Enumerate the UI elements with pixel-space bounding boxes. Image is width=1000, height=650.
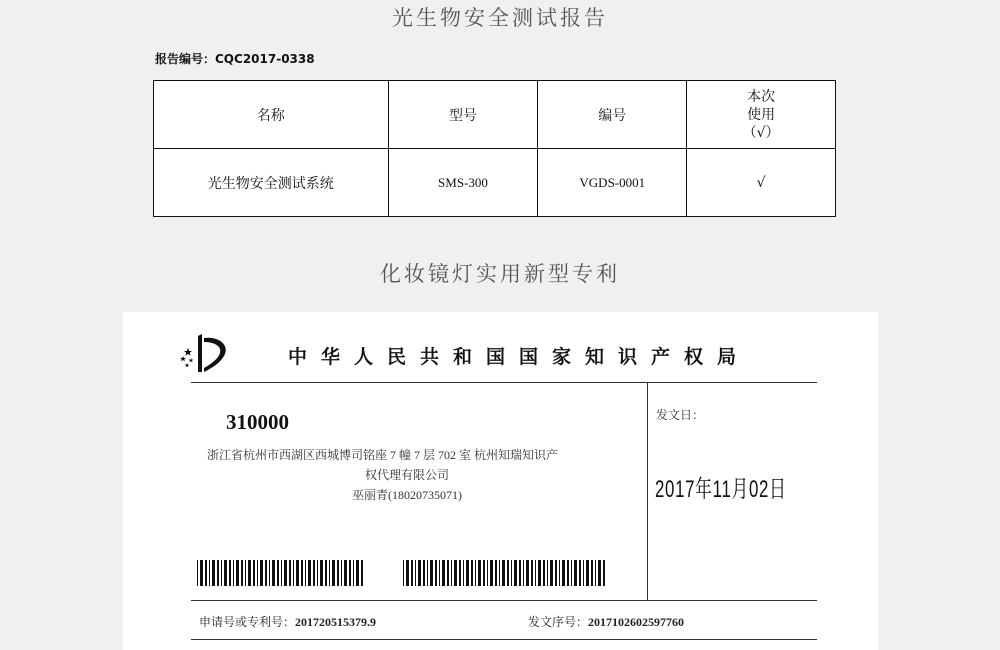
report-section-title: 光生物安全测试报告	[392, 6, 608, 30]
patent-notice-card	[123, 312, 878, 650]
document-serial-value: 2017102602597760	[588, 615, 685, 629]
document-serial-label: 发文序号：	[528, 615, 589, 629]
header-used-line3: （√）	[742, 124, 780, 141]
barcode-right	[403, 560, 609, 586]
divider-top	[191, 382, 817, 383]
issue-date: 2017年11月02日	[655, 476, 787, 503]
header-name: 名称	[154, 81, 389, 149]
issue-date-label: 发文日：	[656, 408, 705, 422]
address-line-1: 浙江省杭州市西湖区西城博司铭座 7 幢 7 层 702 室 杭州知瑞知识产	[207, 448, 559, 462]
divider-bottom	[191, 639, 817, 640]
patent-section-title: 化妆镜灯实用新型专利	[380, 262, 620, 286]
cell-model: SMS-300	[388, 149, 538, 217]
cell-used-check: √	[687, 149, 836, 217]
recipient-contact: 巫丽青(18020735071)	[352, 488, 462, 502]
header-used-line2: 使用	[747, 106, 776, 123]
office-name: 中华人民共和国国家知识产权局	[288, 346, 751, 368]
barcode-left	[197, 560, 367, 586]
table-header-row	[154, 81, 836, 149]
divider-vertical	[647, 382, 648, 600]
header-serial: 编号	[538, 81, 687, 149]
table-row	[154, 149, 836, 217]
header-used	[687, 81, 836, 149]
cnipa-logo	[178, 332, 236, 374]
address-line-2: 权代理有限公司	[364, 468, 449, 482]
application-number-label: 申请号或专利号：	[199, 615, 296, 629]
application-number-value: 201720515379.9	[295, 615, 377, 629]
equipment-table	[153, 80, 836, 217]
document-serial	[528, 613, 684, 630]
divider-middle	[191, 600, 817, 601]
header-used-line1: 本次	[747, 88, 776, 105]
header-model: 型号	[388, 81, 538, 149]
application-number	[199, 613, 376, 630]
cell-serial: VGDS-0001	[538, 149, 687, 217]
cell-name: 光生物安全测试系统	[154, 149, 389, 217]
postcode: 310000	[226, 410, 289, 434]
report-number: 报告编号：CQC2017-0338	[155, 52, 315, 66]
